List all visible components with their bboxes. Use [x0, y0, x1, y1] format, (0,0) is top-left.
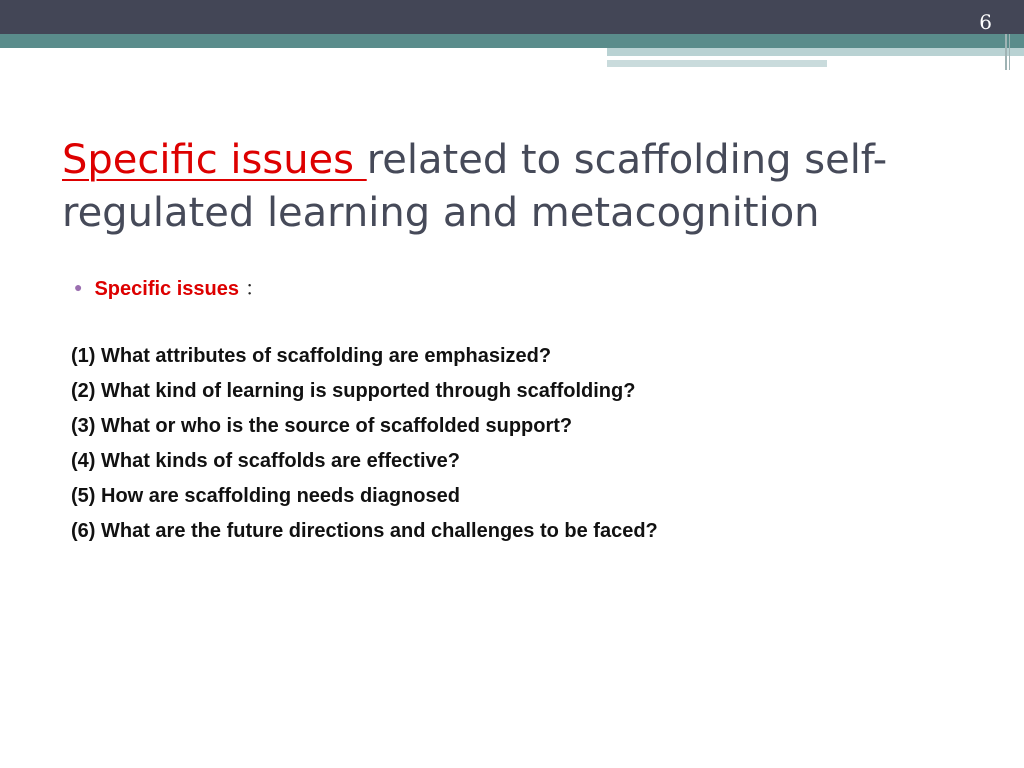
- header-light-band-short: [607, 60, 827, 67]
- header-divider-line: [607, 56, 947, 58]
- header-vertical-rule: [1005, 34, 1007, 70]
- question-item: (6) What are the future directions and challenges to be faced?: [71, 520, 658, 542]
- title-rest: related to scaffolding self-regulated learning and metacognition: [62, 137, 888, 236]
- header-light-band: [607, 48, 1024, 56]
- slide-title: [62, 134, 1002, 240]
- question-item: (1) What attributes of scaffolding are emphasized?: [71, 345, 552, 367]
- title-accent: Specific issues: [62, 137, 367, 183]
- header-dark-band: [0, 0, 1024, 34]
- bullet-item: [74, 272, 265, 301]
- bullet-dot-icon: ●: [74, 279, 83, 295]
- header-vertical-rule-thin: [1009, 34, 1010, 70]
- question-item: (4) What kinds of scaffolds are effective?: [71, 450, 460, 472]
- question-list: [71, 342, 658, 552]
- question-item: (5) How are scaffolding needs diagnosed: [71, 485, 460, 507]
- slide-number: 6: [979, 10, 992, 34]
- bullet-suffix: ：: [245, 278, 265, 300]
- header-teal-band: [0, 34, 1024, 48]
- question-item: (3) What or who is the source of scaffolded support?: [71, 415, 573, 437]
- question-item: (2) What kind of learning is supported through scaffolding?: [71, 380, 636, 402]
- bullet-label: Specific issues: [94, 278, 239, 300]
